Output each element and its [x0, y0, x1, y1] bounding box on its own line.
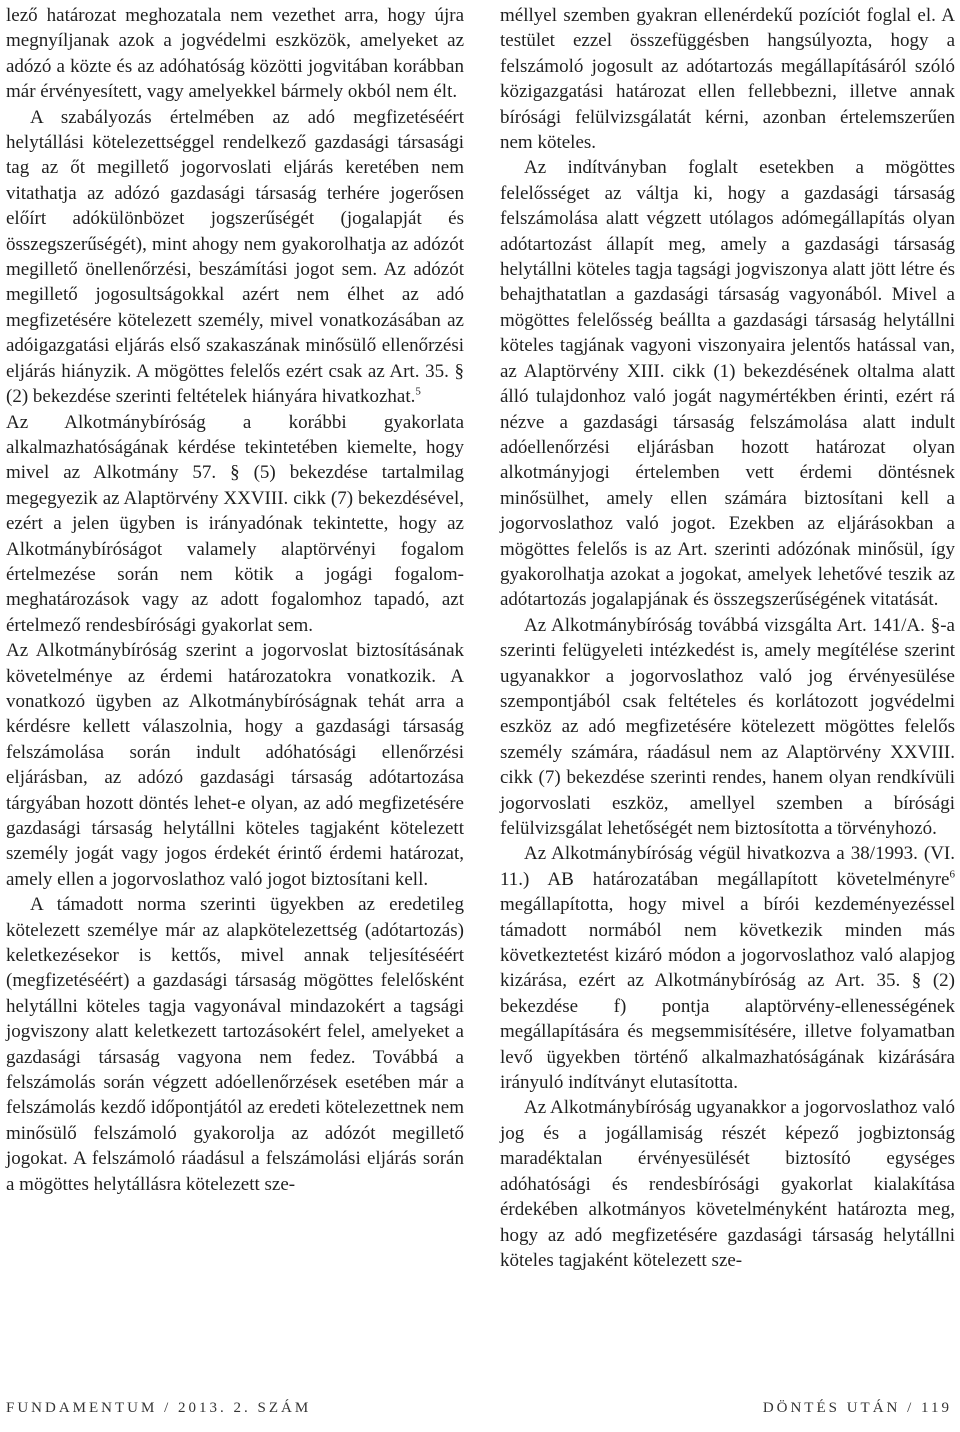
paragraph: [6, 105, 464, 410]
paragraph: [500, 841, 955, 1095]
paragraph: Az Alkotmánybíróság szerint a jogorvoslat biztosításának követelménye az érdemi határozatokra vonatkozik. A vonatkozó ügyben az Alkotmánybíróságnak tehát arra a kérdésre kellett válaszolnia, hogy a gazdasági társaság felszámolása során indult adóhatósági ellenőrzési eljárásban, az adózó gazdasági társaság adótartozása tárgyában hozott döntés lehet-e olyan, az adó megfizetésére gazdasági társaság helytállni köteles tagjaként kötelezett személy jogát vagy jogos érdekét érintő érdemi határozat, amely ellen a jogorvoslathoz való jogot biztosítani kell.: [6, 640, 464, 890]
paragraph: Az indítványban foglalt esetekben a mögöttes felelősséget az váltja ki, hogy a gazdasági társaság felszámolása alatt végzett utólagos adómegállapítás olyan adótartozást állapít meg, amely a gazdasági társaság helytállni köteles tagja tagsági jogviszonya alatt jött létre és behajthatatlan a gazdasági társaság vagyonából. Mivel a mögöttes felelősség beállta a gazdasági társaság helytállni köteles tagjának vagyoni viszonyaira jelentős hatással van, az Alaptörvény XIII. cikk (1) bekezdésének oltalma alatt álló tulajdonhoz való jogát nagymértékben érinti, ezért rá nézve a gazdasági társaság felszámolása alatt indult adóellenőrzési eljárásban hozott határozat olyan alkotmányjogi értelemben vett érdemi döntésnek minősülhet, amely ellen számára biztosítani kell a jogorvoslathoz való jogot. Ezekben az eljárásokban a mögöttes felelős is az Art. szerinti adózónak minősül, így gyakorolhatja azokat a jogokat, amelyek lehetővé teszik az adótartozás jogalapjának és összegszerűségének vitatását.: [500, 157, 955, 611]
footer-journal-title: FUNDAMENTUM / 2013. 2. SZÁM: [6, 1400, 312, 1416]
paragraph: méllyel szemben gyakran ellenérdekű pozíciót foglal el. A testület ezzel összefüggésben hangsúlyozta, hogy a felszámoló jogosult az adótartozás megállapításáról szóló közigazgatási határozat ellen fellebbezni, illetve annak bírósági felülvizsgálatát kérni, azonban értelemszerűen nem köteles.: [500, 5, 955, 154]
paragraph: Az Alkotmánybíróság ugyanakkor a jogorvoslathoz való jog és a jogállamiság részét képező jogbiztonság maradéktalan érvényesülését biztosító egységes adóhatósági és rendesbírósági gyakorlat kialakítása érdekében alkotmányos követelményként határozta meg, hogy az adó megfizetésére gazdasági társaság helytállni köteles tagjaként kötelezett sze-: [500, 1097, 955, 1271]
paragraph: A támadott norma szerinti ügyekben az eredetileg kötelezett személye már az alapkötelezettség (adótartozás) keletkezésekor is kettős, mivel annak teljesítéséért (megfizetéséért) a gazdasági társaság mögöttes felelősként helytállni köteles tagja vagyonával mindazokért a tagsági jogviszony alatt keletkezett tartozásokért felel, amelyeket a gazdasági társaság vagyona nem fedez. Továbbá a felszámolás során végzett adóellenőrzések esetében már a felszámolás kezdő időpontjától az eredeti kötelezettnek nem minősülő felszámoló gyakorolja az adózót megillető jogokat. A felszámoló ráadásul a felszámolási eljárás során a mögöttes helytállásra kötelezett sze-: [6, 894, 464, 1195]
paragraph: Az Alkotmánybíróság továbbá vizsgálta Art. 141/A. §-a szerinti felügyeleti intézkedést is, amely megítélése szerint ugyanakkor a jogorvoslathoz való jog érvényesülése szempontjából csak feltételes és korlátozott jogvédelmi eszköz az adó megfizetésére kötelezett mögöttes felelős személy számára, ráadásul nem az Alaptörvény XXVIII. cikk (7) bekezdése szerinti rendes, hanem olyan rendkívüli jogorvoslati eszköz, amellyel szemben a bírósági felülvizsgálat lehetőségét nem biztosította a törvényhozó.: [500, 614, 955, 839]
right-column: [500, 3, 955, 1273]
paragraph: lező határozat meghozatala nem vezethet arra, hogy újra megnyíljanak azok a jogvédelmi eszközök, amelyeket az adózó a közte és az adóhatóság közötti jogvitában korábban már érvényesített, vagy amelyekkel bármely okból nem élt.: [6, 5, 464, 103]
paragraph: Az Alkotmánybíróság a korábbi gyakorlata alkalmazhatóságának kérdése tekintetében kiemelte, hogy mivel az Alkotmány 57. § (5) bekezdése tartalmilag megegyezik az Alaptörvény XXVIII. cikk (7) bekezdésével, ezért a jelen ügyben is irányadónak tekintette, hogy az Alkotmánybíróságot valamely alaptörvényi fogalom értelmezése során nem kötik a jogági fogalom-meghatározások vagy az adott fogalomhoz tapadó, azt értelmező rendesbírósági gyakorlat sem.: [6, 411, 464, 636]
paragraph-text: A szabályozás értelmében az adó megfizetéséért helytállási kötelezettséggel rendelkező gazdasági társasági tag az őt megillető jogorvoslati eljárás keretében nem vitathatja az adózó gazdasági társaság terhére jogerősen előírt adókülönbözet jogszerűségét (jogalapját és összegszerűségét), mint ahogy nem gyakorolhatja az adózót megillető önellenőrzési, beszámítási jogot sem. Az adózót megillető jogosultságokkal azért nem élhet az adó megfizetésére kötelezett személy, mivel vonatkozásában az adóigazgatási eljárás első szakaszának minősülő ellenőrzési eljárás hiányzik. A mögöttes felelős ezért csak az Art. 35. § (2) bekezdése szerinti feltételek hiányára hivatkozhat.: [6, 106, 464, 408]
footnote-marker: 5: [415, 385, 421, 398]
footnote-marker: 6: [949, 868, 955, 881]
paragraph-text: megállapította, hogy mivel a bírói kezdeményezéssel támadott normából nem következik minden más következtetést kizáró módon a jogorvoslathoz való alapjog kizárása, ezért az Alkotmánybíróság az Art. 35. § (2) bekezdése f) pontja alaptörvény-ellenességének megállapítására és megsemmisítésére, illetve folyamatban levő ügyekben történő alkalmazhatóságának kizárására irányuló indítványt elutasította.: [500, 894, 955, 1094]
left-column: [6, 3, 464, 1197]
footer-page-number: DÖNTÉS UTÁN / 119: [762, 1400, 952, 1416]
paragraph-text: Az Alkotmánybíróság végül hivatkozva a 38/1993. (VI. 11.) AB határozatában megállapított követelményre: [500, 843, 955, 890]
